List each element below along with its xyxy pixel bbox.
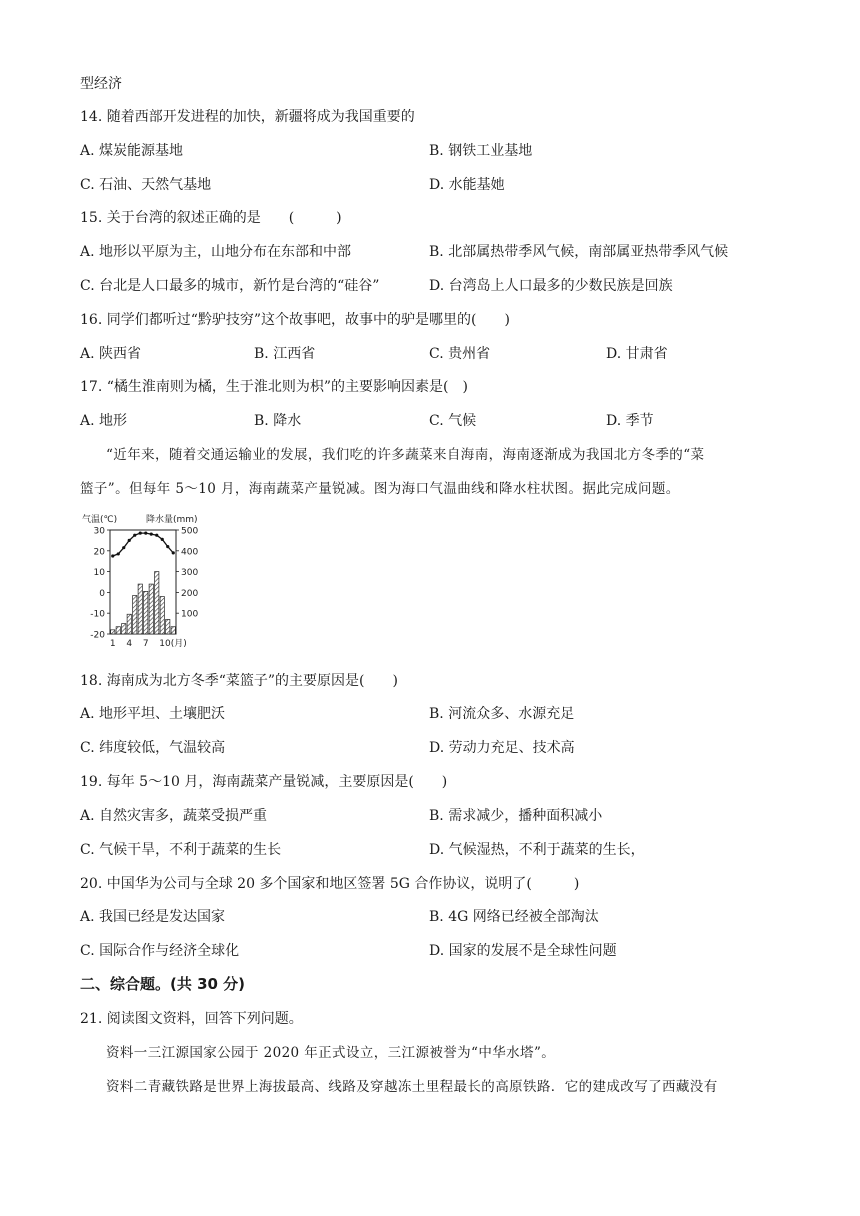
question-15-stem: 15. 关于台湾的叙述正确的是 ( )	[80, 210, 342, 226]
precip-bar	[171, 627, 175, 634]
precip-bar	[149, 584, 153, 634]
temperature-point	[111, 554, 114, 557]
precip-bar	[160, 597, 164, 634]
q14-option-c: C. 石油、天然气基地	[80, 177, 212, 193]
q20-option-d: D. 国家的发展不是全球性问题	[429, 943, 617, 959]
q15-option-b: B. 北部属热带季风气候，南部属亚热带季风气候	[429, 244, 729, 260]
q18-option-d: D. 劳动力充足、技术高	[429, 740, 575, 756]
q15-option-a: A. 地形以平原为主，山地分布在东部和中部	[80, 244, 352, 260]
question-17-stem: 17. “橘生淮南则为橘，生于淮北则为枳”的主要影响因素是( )	[80, 379, 468, 395]
precip-bar	[127, 614, 131, 634]
q16-option-a: A. 陕西省	[80, 346, 142, 362]
q17-option-a: A. 地形	[80, 413, 128, 429]
x-tick-label: 10(月)	[159, 639, 187, 649]
section-2-title: 二、综合题。(共 30 分)	[80, 975, 246, 993]
q19-option-c: C. 气候干旱，不利于蔬菜的生长	[80, 842, 282, 858]
q17-option-b: B. 降水	[254, 413, 302, 429]
precip-bar	[155, 572, 159, 634]
question-18-stem: 18. 海南成为北方冬季“菜篮子”的主要原因是( )	[80, 673, 398, 689]
right-tick-label: 400	[181, 547, 199, 558]
precip-bar	[144, 591, 148, 634]
precip-bar	[138, 584, 142, 634]
left-tick-label: 10	[93, 568, 105, 579]
material-2: 资料二青藏铁路是世界上海拔最高、线路及穿越冻土里程最长的高原铁路．它的建成改写了西藏没有	[106, 1079, 718, 1095]
temperature-point	[144, 532, 147, 535]
climate-chart	[80, 512, 230, 652]
right-tick-label: 500	[181, 526, 199, 537]
q20-option-c: C. 国际合作与经济全球化	[80, 943, 240, 959]
q18-option-a: A. 地形平坦、土壤肥沃	[80, 706, 226, 722]
plot-frame	[110, 530, 176, 634]
temperature-line	[113, 533, 174, 556]
question-16-stem: 16. 同学们都听过“黔驴技穷”这个故事吧，故事中的驴是哪里的( )	[80, 312, 510, 328]
q19-option-d: D. 气候湿热，不利于蔬菜的生长，	[429, 842, 645, 858]
x-tick-label: 1	[109, 639, 116, 649]
temperature-point	[133, 534, 136, 537]
q15-option-c: C. 台北是人口最多的城市，新竹是台湾的“硅谷”	[80, 278, 380, 294]
q19-option-a: A. 自然灾害多，蔬菜受损严重	[80, 808, 268, 824]
left-axis-title: 气温(℃)	[82, 515, 118, 525]
q18-option-b: B. 河流众多、水源充足	[429, 706, 575, 722]
temperature-point	[172, 551, 175, 554]
left-tick-label: 0	[99, 588, 105, 599]
left-tick-label: 30	[93, 526, 105, 537]
temperature-point	[122, 546, 125, 549]
question-21-stem: 21. 阅读图文资料，回答下列问题。	[80, 1011, 303, 1027]
material-1: 资料一三江源国家公园于 2020 年正式设立，三江源被誉为“中华水塔”。	[106, 1045, 556, 1061]
question-19-stem: 19. 每年 5～10 月，海南蔬菜产量锐减，主要原因是( )	[80, 774, 448, 790]
temperature-point	[150, 533, 153, 536]
right-axis-title: 降水量(mm)	[146, 515, 198, 525]
left-tick-label: -10	[90, 609, 105, 620]
q20-option-a: A. 我国已经是发达国家	[80, 909, 226, 925]
temperature-point	[128, 539, 131, 542]
q16-option-c: C. 贵州省	[429, 346, 491, 362]
left-tick-label: 20	[93, 547, 105, 558]
q16-option-b: B. 江西省	[254, 346, 316, 362]
temperature-point	[155, 534, 158, 537]
q14-option-b: B. 钢铁工业基地	[429, 143, 533, 159]
q15-option-d: D. 台湾岛上人口最多的少数民族是回族	[429, 278, 673, 294]
chart-plot-area	[90, 527, 198, 650]
q19-option-b: B. 需求减少，播种面积减小	[429, 808, 603, 824]
q16-option-d: D. 甘肃省	[606, 346, 668, 362]
header-fragment: 型经济	[80, 76, 122, 92]
passage-line-1: “近年来，随着交通运输业的发展，我们吃的许多蔬菜来自海南，海南逐渐成为我国北方冬季的“菜	[106, 447, 705, 463]
q17-option-d: D. 季节	[606, 413, 654, 429]
question-14-stem: 14. 随着西部开发进程的加快，新疆将成为我国重要的	[80, 109, 415, 125]
precip-bar	[111, 630, 115, 634]
q14-option-d: D. 水能基她	[429, 177, 505, 193]
question-20-stem: 20. 中国华为公司与全球 20 多个国家和地区签署 5G 合作协议，说明了( )	[80, 876, 580, 892]
q14-option-a: A. 煤炭能源基地	[80, 143, 184, 159]
precip-bar	[166, 619, 170, 634]
temperature-point	[117, 552, 120, 555]
temperature-point	[139, 532, 142, 535]
x-tick-label: 4	[126, 639, 133, 649]
x-tick-label: 7	[142, 639, 149, 649]
passage-line-2: 篮子”。但每年 5～10 月，海南蔬菜产量锐减。图为海口气温曲线和降水柱状图。据此完成问题。	[80, 481, 680, 497]
q17-option-c: C. 气候	[429, 413, 477, 429]
right-tick-label: 300	[181, 568, 199, 579]
precip-bar	[133, 596, 137, 634]
precip-bar	[122, 624, 126, 634]
temperature-point	[161, 538, 164, 541]
right-tick-label: 100	[181, 609, 199, 620]
temperature-point	[166, 545, 169, 548]
q20-option-b: B. 4G 网络已经被全部淘汰	[429, 909, 599, 925]
q18-option-c: C. 纬度较低，气温较高	[80, 740, 226, 756]
precip-bar	[116, 627, 120, 634]
right-tick-label: 200	[181, 588, 199, 599]
left-tick-label: -20	[90, 630, 105, 641]
